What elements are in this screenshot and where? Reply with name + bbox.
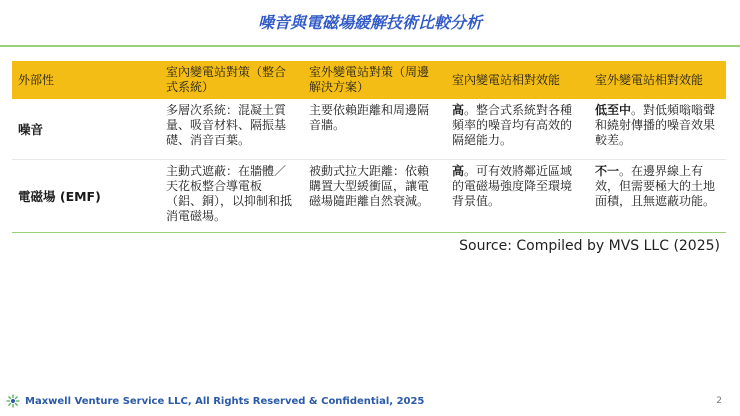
table-row-noise xyxy=(12,99,726,160)
noise-outdoor-detail: 。對低頻嗡嗡聲和繞射傳播的噪音效果較差。 xyxy=(595,103,716,147)
emf-indoor-rating: 高 xyxy=(452,164,465,178)
cell-emf-indoor-measure: 主動式遮蔽：在牆體／天花板整合導電板（鋁、銅），以抑制和抵消電磁場。 xyxy=(160,160,303,233)
header-externality: 外部性 xyxy=(18,72,55,87)
emf-outdoor-detail: 。在邊界線上有效，但需要極大的土地面積，且無遮蔽功能。 xyxy=(595,164,716,208)
cell-emf-outdoor-performance xyxy=(589,160,726,233)
page-number: 2 xyxy=(716,396,722,406)
sunburst-logo-icon xyxy=(6,394,20,408)
comparison-table xyxy=(12,61,726,233)
table-row-emf xyxy=(12,160,726,233)
row-label-noise: 噪音 xyxy=(12,99,160,160)
header-indoor-measure: 室內變電站對策（整合式系統） xyxy=(166,65,287,94)
cell-noise-outdoor-measure: 主要依賴距離和周邊隔音牆。 xyxy=(303,99,446,160)
footer xyxy=(6,394,424,408)
title-divider xyxy=(0,45,740,47)
source-citation: Source: Compiled by MVS LLC (2025) xyxy=(459,238,720,254)
cell-noise-outdoor-performance xyxy=(589,99,726,160)
emf-outdoor-rating: 不一 xyxy=(595,164,620,178)
header-indoor-performance: 室內變電站相對效能 xyxy=(452,72,561,87)
slide-title: 噪音與電磁場緩解技術比較分析 xyxy=(257,13,482,32)
header-outdoor-performance: 室外變電站相對效能 xyxy=(595,72,704,87)
noise-outdoor-rating: 低至中 xyxy=(595,103,632,117)
row-label-emf: 電磁場 (EMF) xyxy=(12,160,160,233)
cell-emf-indoor-performance xyxy=(446,160,589,233)
noise-indoor-rating: 高 xyxy=(452,103,465,117)
noise-indoor-detail: 。整合式系統對各種頻率的噪音均有高效的隔絕能力。 xyxy=(452,103,573,147)
emf-indoor-detail: 。可有效將鄰近區域的電磁場強度降至環境背景值。 xyxy=(452,164,573,208)
footer-copyright: Maxwell Venture Service LLC, All Rights Reserved & Confidential, 2025 xyxy=(25,395,425,407)
cell-emf-outdoor-measure: 被動式拉大距離：依賴購置大型緩衝區，讓電磁場隨距離自然衰減。 xyxy=(303,160,446,233)
header-outdoor-measure: 室外變電站對策（周邊解決方案） xyxy=(309,65,430,94)
cell-noise-indoor-measure: 多層次系統：混凝土質量、吸音材料、隔振基礎、消音百葉。 xyxy=(160,99,303,160)
table-header-row xyxy=(12,61,726,99)
cell-noise-indoor-performance xyxy=(446,99,589,160)
